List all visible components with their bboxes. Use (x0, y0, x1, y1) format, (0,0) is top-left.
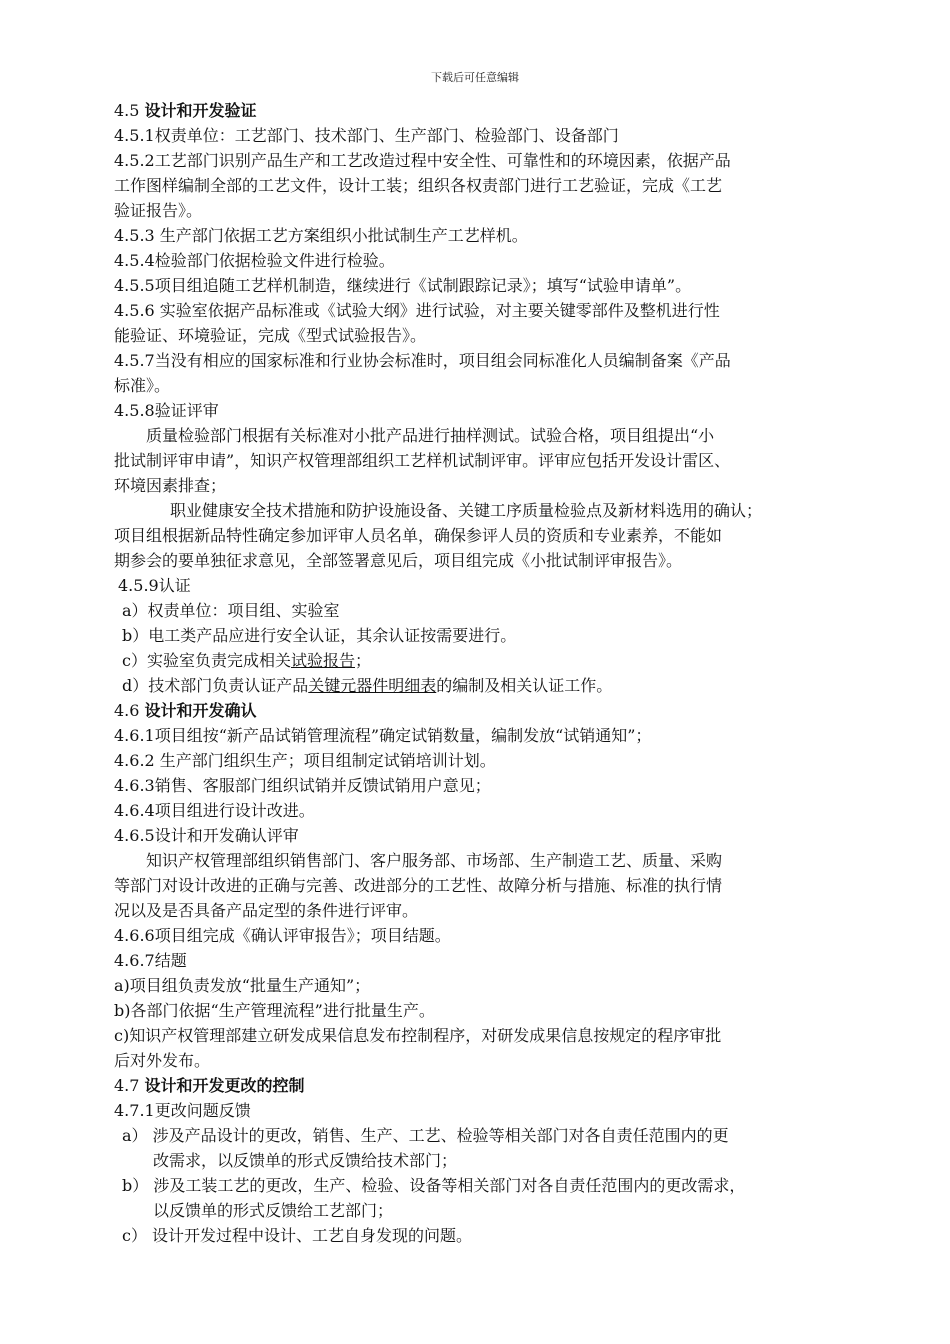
text-line: 改需求，以反馈单的形式反馈给技术部门； (153, 1151, 458, 1170)
text-line: 项目组根据新品特性确定参加评审人员名单，确保参评人员的资质和专业素养，不能如 (114, 526, 723, 545)
text-line: 4.5.8验证评审 (114, 401, 219, 420)
text-line: 4.5.6 实验室依据产品标准或《试验大纲》进行试验，对主要关键零部件及整机进行性 (114, 301, 720, 320)
text-line: 工作图样编制全部的工艺文件，设计工装；组织各权责部门进行工艺验证，完成《工艺 (114, 176, 723, 195)
list-item: a)项目组负责发放“批量生产通知”； (114, 976, 371, 995)
text-line: 4.6.1项目组按“新产品试销管理流程”确定试销数量，编制发放“试销通知”； (114, 726, 652, 745)
text-line: 标准》。 (114, 376, 171, 395)
list-item: a） 涉及产品设计的更改，销售、生产、工艺、检验等相关部门对各自责任范围内的更 (122, 1126, 729, 1145)
list-item: a）权责单位：项目组、实验室 (122, 601, 340, 620)
section-heading-4-5: 4.5 设计和开发验证 (114, 101, 257, 120)
text-line: 质量检验部门根据有关标准对小批产品进行抽样测试。试验合格，项目组提出“小 (146, 426, 715, 445)
text-line: 验证报告》。 (114, 201, 203, 220)
text-line: 知识产权管理部组织销售部门、客户服务部、市场部、生产制造工艺、质量、采购 (146, 851, 723, 870)
section-heading-4-6: 4.6 设计和开发确认 (114, 701, 257, 720)
text-line: 4.6.3销售、客服部门组织试销并反馈试销用户意见； (114, 776, 491, 795)
list-item: d）技术部门负责认证产品关键元器件明细表的编制及相关认证工作。 (122, 676, 613, 695)
list-item: c)知识产权管理部建立研发成果信息发布控制程序，对研发成果信息按规定的程序审批 (114, 1026, 722, 1045)
text-line: 4.7.1更改问题反馈 (114, 1101, 251, 1120)
text-line: 4.6.2 生产部门组织生产；项目组制定试销培训计划。 (114, 751, 496, 770)
text-line: 以反馈单的形式反馈给工艺部门； (153, 1201, 394, 1220)
text-line: 4.5.1权责单位：工艺部门、技术部门、生产部门、检验部门、设备部门 (114, 126, 619, 145)
text-line: 况以及是否具备产品定型的条件进行评审。 (114, 901, 419, 920)
text-line: 环境因素排查； (114, 476, 227, 495)
list-item: b)各部门依据“生产管理流程”进行批量生产。 (114, 1001, 435, 1020)
text-line: 4.6.4项目组进行设计改进。 (114, 801, 315, 820)
key-components-list-link[interactable]: 关键元器件明细表 (308, 676, 437, 695)
section-heading-4-7: 4.7 设计和开发更改的控制 (114, 1076, 305, 1095)
text-line: 4.5.7当没有相应的国家标准和行业协会标准时，项目组会同标准化人员编制备案《产品 (114, 351, 731, 370)
text-line: 期参会的要单独征求意见，全部签署意见后，项目组完成《小批试制评审报告》。 (114, 551, 683, 570)
list-item: b） 涉及工装工艺的更改，生产、检验、设备等相关部门对各自责任范围内的更改需求， (122, 1176, 746, 1195)
text-line: 批试制评审申请”，知识产权管理部组织工艺样机试制评审。评审应包括开发设计雷区、 (114, 451, 731, 470)
list-item: c） 设计开发过程中设计、工艺自身发现的问题。 (122, 1226, 473, 1245)
test-report-link[interactable]: 试验报告 (290, 651, 355, 670)
text-line: 等部门对设计改进的正确与完善、改进部分的工艺性、故障分析与措施、标准的执行情 (114, 876, 723, 895)
text-line: 4.6.5设计和开发确认评审 (114, 826, 299, 845)
text-line: 4.6.7结题 (114, 951, 187, 970)
list-item: b）电工类产品应进行安全认证，其余认证按需要进行。 (122, 626, 517, 645)
text-line: 4.6.6项目组完成《确认评审报告》；项目结题。 (114, 926, 451, 945)
text-line: 能验证、环境验证，完成《型式试验报告》。 (114, 326, 427, 345)
text-line: 4.5.3 生产部门依据工艺方案组织小批试制生产工艺样机。 (114, 226, 528, 245)
text-line: 4.5.9认证 (118, 576, 191, 595)
text-line: 后对外发布。 (114, 1051, 211, 1070)
text-line: 4.5.4检验部门依据检验文件进行检验。 (114, 251, 395, 270)
list-item: c）实验室负责完成相关试验报告； (122, 651, 371, 670)
text-line: 4.5.2工艺部门识别产品生产和工艺改造过程中安全性、可靠性和的环境因素，依据产品 (114, 151, 731, 170)
text-line: 职业健康安全技术措施和防护设施设备、关键工序质量检验点及新材料选用的确认； (170, 501, 763, 520)
page-header: 下载后可任意编辑 (431, 71, 519, 84)
text-line: 4.5.5项目组追随工艺样机制造，继续进行《试制跟踪记录》；填写“试验申请单”。 (114, 276, 692, 295)
